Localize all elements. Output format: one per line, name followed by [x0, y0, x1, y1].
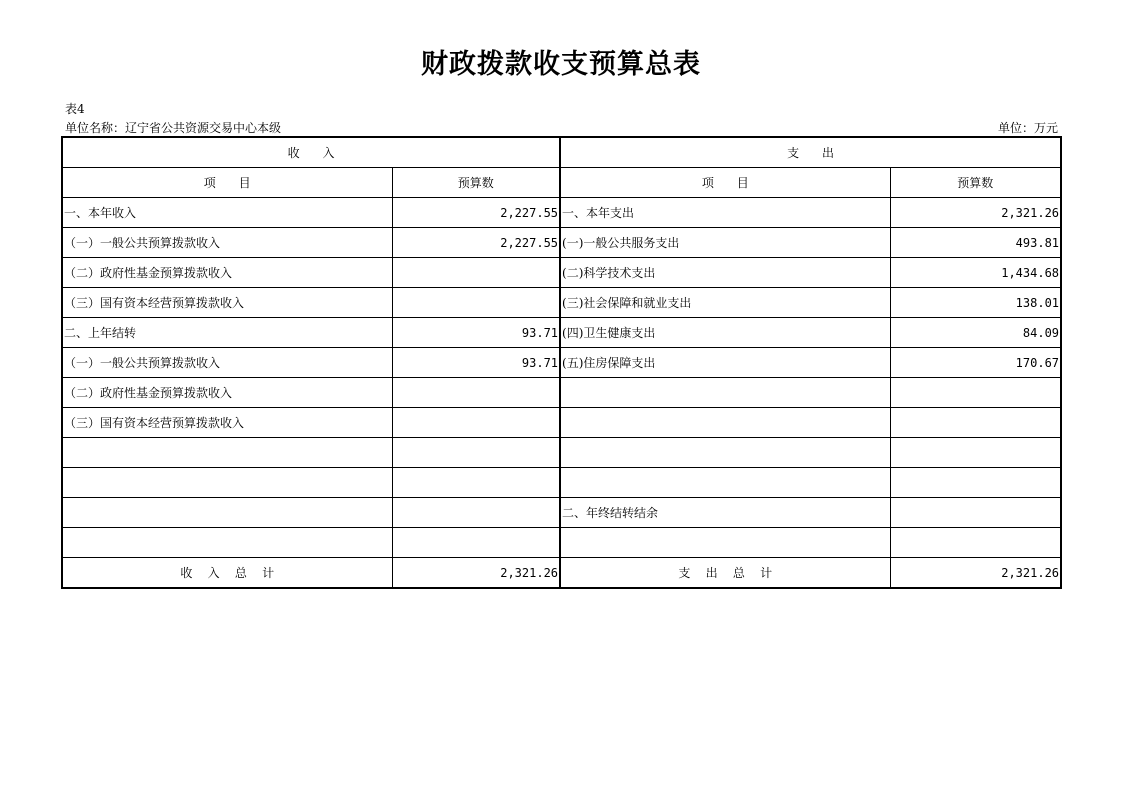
table-row — [62, 288, 1061, 318]
table-row — [62, 468, 1061, 498]
income-amount-cell: 93.71 — [392, 348, 560, 378]
expense-item-cell: (四)卫生健康支出 — [560, 318, 890, 348]
expense-item-header: 项 目 — [560, 168, 890, 198]
expense-amount-cell — [890, 378, 1061, 408]
expense-amount-cell: 493.81 — [890, 228, 1061, 258]
expense-item-cell: (三)社会保障和就业支出 — [560, 288, 890, 318]
income-total-amount: 2,321.26 — [392, 558, 560, 589]
expense-amount-cell — [890, 438, 1061, 468]
income-amount-cell — [392, 408, 560, 438]
expense-item-cell: (五)住房保障支出 — [560, 348, 890, 378]
expense-amount-cell: 1,434.68 — [890, 258, 1061, 288]
expense-item-cell: (二)科学技术支出 — [560, 258, 890, 288]
expense-amount-cell: 2,321.26 — [890, 198, 1061, 228]
expense-amount-cell — [890, 498, 1061, 528]
expense-item-cell — [560, 468, 890, 498]
income-item-cell — [62, 438, 392, 468]
expense-item-cell — [560, 378, 890, 408]
unit-label: 单位：万元 — [997, 121, 1058, 135]
income-item-cell: （一）一般公共预算拨款收入 — [62, 228, 392, 258]
table-row — [62, 348, 1061, 378]
income-section-header: 收 入 — [62, 137, 560, 168]
income-amount-cell — [392, 288, 560, 318]
income-item-cell: （二）政府性基金预算拨款收入 — [62, 378, 392, 408]
table-number: 表4 — [65, 102, 85, 116]
expense-total-amount: 2,321.26 — [890, 558, 1061, 589]
expense-amount-cell — [890, 468, 1061, 498]
income-item-cell — [62, 498, 392, 528]
income-item-cell: （一）一般公共预算拨款收入 — [62, 348, 392, 378]
expense-amount-cell — [890, 408, 1061, 438]
income-item-cell: 二、上年结转 — [62, 318, 392, 348]
expense-item-cell: 二、年终结转结余 — [560, 498, 890, 528]
income-amount-cell: 2,227.55 — [392, 228, 560, 258]
expense-item-cell — [560, 438, 890, 468]
expense-amount-cell: 170.67 — [890, 348, 1061, 378]
income-item-header: 项 目 — [62, 168, 392, 198]
expense-item-cell — [560, 408, 890, 438]
income-item-cell — [62, 468, 392, 498]
table-row — [62, 498, 1061, 528]
income-amount-cell: 93.71 — [392, 318, 560, 348]
expense-amount-cell — [890, 528, 1061, 558]
totals-row — [62, 558, 1061, 589]
income-amount-cell — [392, 438, 560, 468]
expense-item-cell — [560, 528, 890, 558]
table-row — [62, 198, 1061, 228]
income-item-cell — [62, 528, 392, 558]
income-item-cell: （三）国有资本经营预算拨款收入 — [62, 288, 392, 318]
income-amount-header: 预算数 — [392, 168, 560, 198]
income-amount-cell — [392, 258, 560, 288]
expense-amount-cell: 84.09 — [890, 318, 1061, 348]
income-item-cell: 一、本年收入 — [62, 198, 392, 228]
income-item-cell: （三）国有资本经营预算拨款收入 — [62, 408, 392, 438]
table-row — [62, 438, 1061, 468]
income-amount-cell — [392, 468, 560, 498]
income-amount-cell — [392, 378, 560, 408]
table-row — [62, 258, 1061, 288]
income-amount-cell — [392, 498, 560, 528]
expense-item-cell: 一、本年支出 — [560, 198, 890, 228]
column-header-row — [62, 168, 1061, 198]
page-title: 财政拨款收支预算总表 — [421, 49, 701, 80]
expense-amount-cell: 138.01 — [890, 288, 1061, 318]
income-total-label: 收 入 总 计 — [62, 558, 392, 589]
table-row — [62, 528, 1061, 558]
expense-amount-header: 预算数 — [890, 168, 1061, 198]
budget-table — [61, 136, 1062, 589]
table-row — [62, 228, 1061, 258]
table-row — [62, 318, 1061, 348]
table-row — [62, 408, 1061, 438]
table-row — [62, 378, 1061, 408]
expense-item-cell: (一)一般公共服务支出 — [560, 228, 890, 258]
income-item-cell: （二）政府性基金预算拨款收入 — [62, 258, 392, 288]
expense-total-label: 支 出 总 计 — [560, 558, 890, 589]
income-amount-cell: 2,227.55 — [392, 198, 560, 228]
section-header-row — [62, 137, 1061, 168]
income-amount-cell — [392, 528, 560, 558]
unit-name: 单位名称：辽宁省公共资源交易中心本级 — [65, 121, 282, 135]
expense-section-header: 支 出 — [560, 137, 1061, 168]
